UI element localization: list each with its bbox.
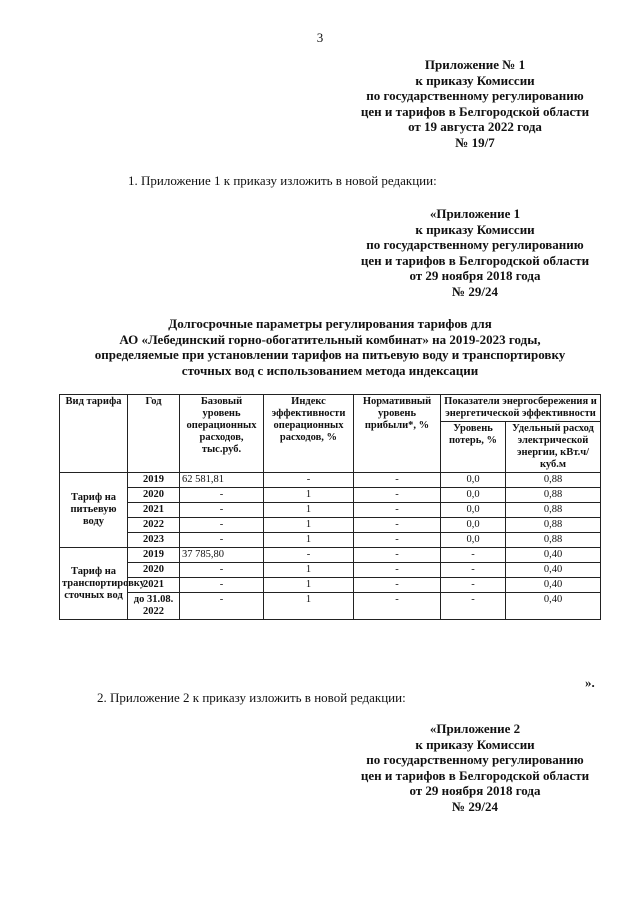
year-cell: 2022 <box>128 518 180 533</box>
table-row <box>60 473 601 488</box>
index-cell: 1 <box>264 488 354 503</box>
table-title-line: Долгосрочные параметры регулирования тарифов для <box>168 316 492 331</box>
profit-cell: - <box>354 578 441 593</box>
header-tariff-type: Вид тарифа <box>60 395 128 473</box>
appendix2-line: от 29 ноября 2018 года <box>409 783 541 798</box>
table-title <box>60 316 600 378</box>
header-indicators: Показатели энергосбережения и энергетической эффективности <box>441 395 601 422</box>
year-cell: 2021 <box>128 578 180 593</box>
table-row <box>60 563 601 578</box>
profit-cell: - <box>354 593 441 620</box>
profit-cell: - <box>354 518 441 533</box>
consumption-cell: 0,88 <box>506 518 601 533</box>
year-cell: 2023 <box>128 533 180 548</box>
table-row <box>60 593 601 620</box>
appendix2-line: цен и тарифов в Белгородской области <box>360 767 590 783</box>
losses-cell: 0,0 <box>441 518 506 533</box>
appendix2-line: по государственному регулированию <box>366 752 584 767</box>
losses-cell: 0,0 <box>441 488 506 503</box>
header-line: цен и тарифов в Белгородской области <box>360 103 590 119</box>
tariff-type-cell: Тариф на питьевую воду <box>60 473 128 548</box>
consumption-cell: 0,88 <box>506 503 601 518</box>
index-cell: 1 <box>264 593 354 620</box>
closing-quote: ». <box>585 675 595 690</box>
year-cell: 2020 <box>128 488 180 503</box>
base-cell: 62 581,81 <box>180 473 264 488</box>
profit-cell: - <box>354 473 441 488</box>
base-cell: - <box>180 518 264 533</box>
consumption-cell: 0,40 <box>506 593 601 620</box>
year-cell: 2020 <box>128 563 180 578</box>
appendix1-block <box>330 206 620 299</box>
appendix1-line: цен и тарифов в Белгородской области <box>360 252 590 268</box>
table-row <box>60 503 601 518</box>
profit-cell: - <box>354 563 441 578</box>
header-block <box>330 57 620 150</box>
appendix1-line: к приказу Комиссии <box>415 221 535 237</box>
appendix1-line: № 29/24 <box>452 283 498 299</box>
table-row <box>60 488 601 503</box>
losses-cell: 0,0 <box>441 473 506 488</box>
base-cell: 37 785,80 <box>180 548 264 563</box>
losses-cell: - <box>441 593 506 620</box>
appendix1-line: от 29 ноября 2018 года <box>409 268 541 283</box>
header-losses: Уровень потерь, % <box>441 422 506 473</box>
appendix2-line: № 29/24 <box>452 798 498 814</box>
paragraph-2: 2. Приложение 2 к приказу изложить в новой редакции: <box>97 690 406 705</box>
index-cell: 1 <box>264 503 354 518</box>
appendix2-line: «Приложение 2 <box>429 721 521 736</box>
profit-cell: - <box>354 548 441 563</box>
table-title-line: АО «Лебединский горно-обогатительный комбинат» на 2019-2023 годы, <box>119 331 541 347</box>
page-number: 3 <box>316 30 324 45</box>
consumption-cell: 0,40 <box>506 563 601 578</box>
index-cell: 1 <box>264 518 354 533</box>
appendix1-line: по государственному регулированию <box>366 237 584 252</box>
index-cell: 1 <box>264 578 354 593</box>
appendix2-block <box>330 721 620 814</box>
profit-cell: - <box>354 533 441 548</box>
year-cell: 2019 <box>128 548 180 563</box>
year-cell: 2019 <box>128 473 180 488</box>
table-title-line: определяемые при установлении тарифов на питьевую воду и транспортировку <box>94 347 566 363</box>
header-line: по государственному регулированию <box>366 88 584 103</box>
base-cell: - <box>180 593 264 620</box>
header-efficiency-index: Индекс эффективности операционных расходов, % <box>264 395 354 473</box>
consumption-cell: 0,40 <box>506 548 601 563</box>
consumption-cell: 0,88 <box>506 488 601 503</box>
index-cell: 1 <box>264 563 354 578</box>
header-line: Приложение № 1 <box>424 57 526 72</box>
header-line: к приказу Комиссии <box>415 72 535 88</box>
header-year: Год <box>128 395 180 473</box>
paragraph-1: 1. Приложение 1 к приказу изложить в новой редакции: <box>128 173 437 188</box>
header-base-level: Базовый уровень операционных расходов, тыс.руб. <box>180 395 264 473</box>
base-cell: - <box>180 488 264 503</box>
tariff-type-cell: Тариф на транспортировку сточных вод <box>60 548 128 620</box>
losses-cell: 0,0 <box>441 533 506 548</box>
index-cell: - <box>264 548 354 563</box>
consumption-cell: 0,88 <box>506 533 601 548</box>
consumption-cell: 0,40 <box>506 578 601 593</box>
losses-cell: - <box>441 578 506 593</box>
table-row <box>60 533 601 548</box>
year-cell: до 31.08. 2022 <box>128 593 180 620</box>
index-cell: - <box>264 473 354 488</box>
consumption-cell: 0,88 <box>506 473 601 488</box>
table-row <box>60 548 601 563</box>
profit-cell: - <box>354 503 441 518</box>
header-profit-level: Нормативный уровень прибыли*, % <box>354 395 441 473</box>
year-cell: 2021 <box>128 503 180 518</box>
losses-cell: - <box>441 548 506 563</box>
index-cell: 1 <box>264 533 354 548</box>
header-specific-consumption: Удельный расход электрической энергии, кВт.ч/куб.м <box>506 422 601 473</box>
base-cell: - <box>180 533 264 548</box>
appendix1-line: «Приложение 1 <box>429 206 521 221</box>
losses-cell: - <box>441 563 506 578</box>
tariff-parameters-table <box>59 394 601 620</box>
base-cell: - <box>180 563 264 578</box>
header-line: от 19 августа 2022 года <box>408 119 542 134</box>
profit-cell: - <box>354 488 441 503</box>
table-title-line: сточных вод с использованием метода индексации <box>181 362 479 378</box>
base-cell: - <box>180 578 264 593</box>
appendix2-line: к приказу Комиссии <box>415 736 535 752</box>
base-cell: - <box>180 503 264 518</box>
header-line: № 19/7 <box>455 134 495 150</box>
table-row <box>60 518 601 533</box>
losses-cell: 0,0 <box>441 503 506 518</box>
